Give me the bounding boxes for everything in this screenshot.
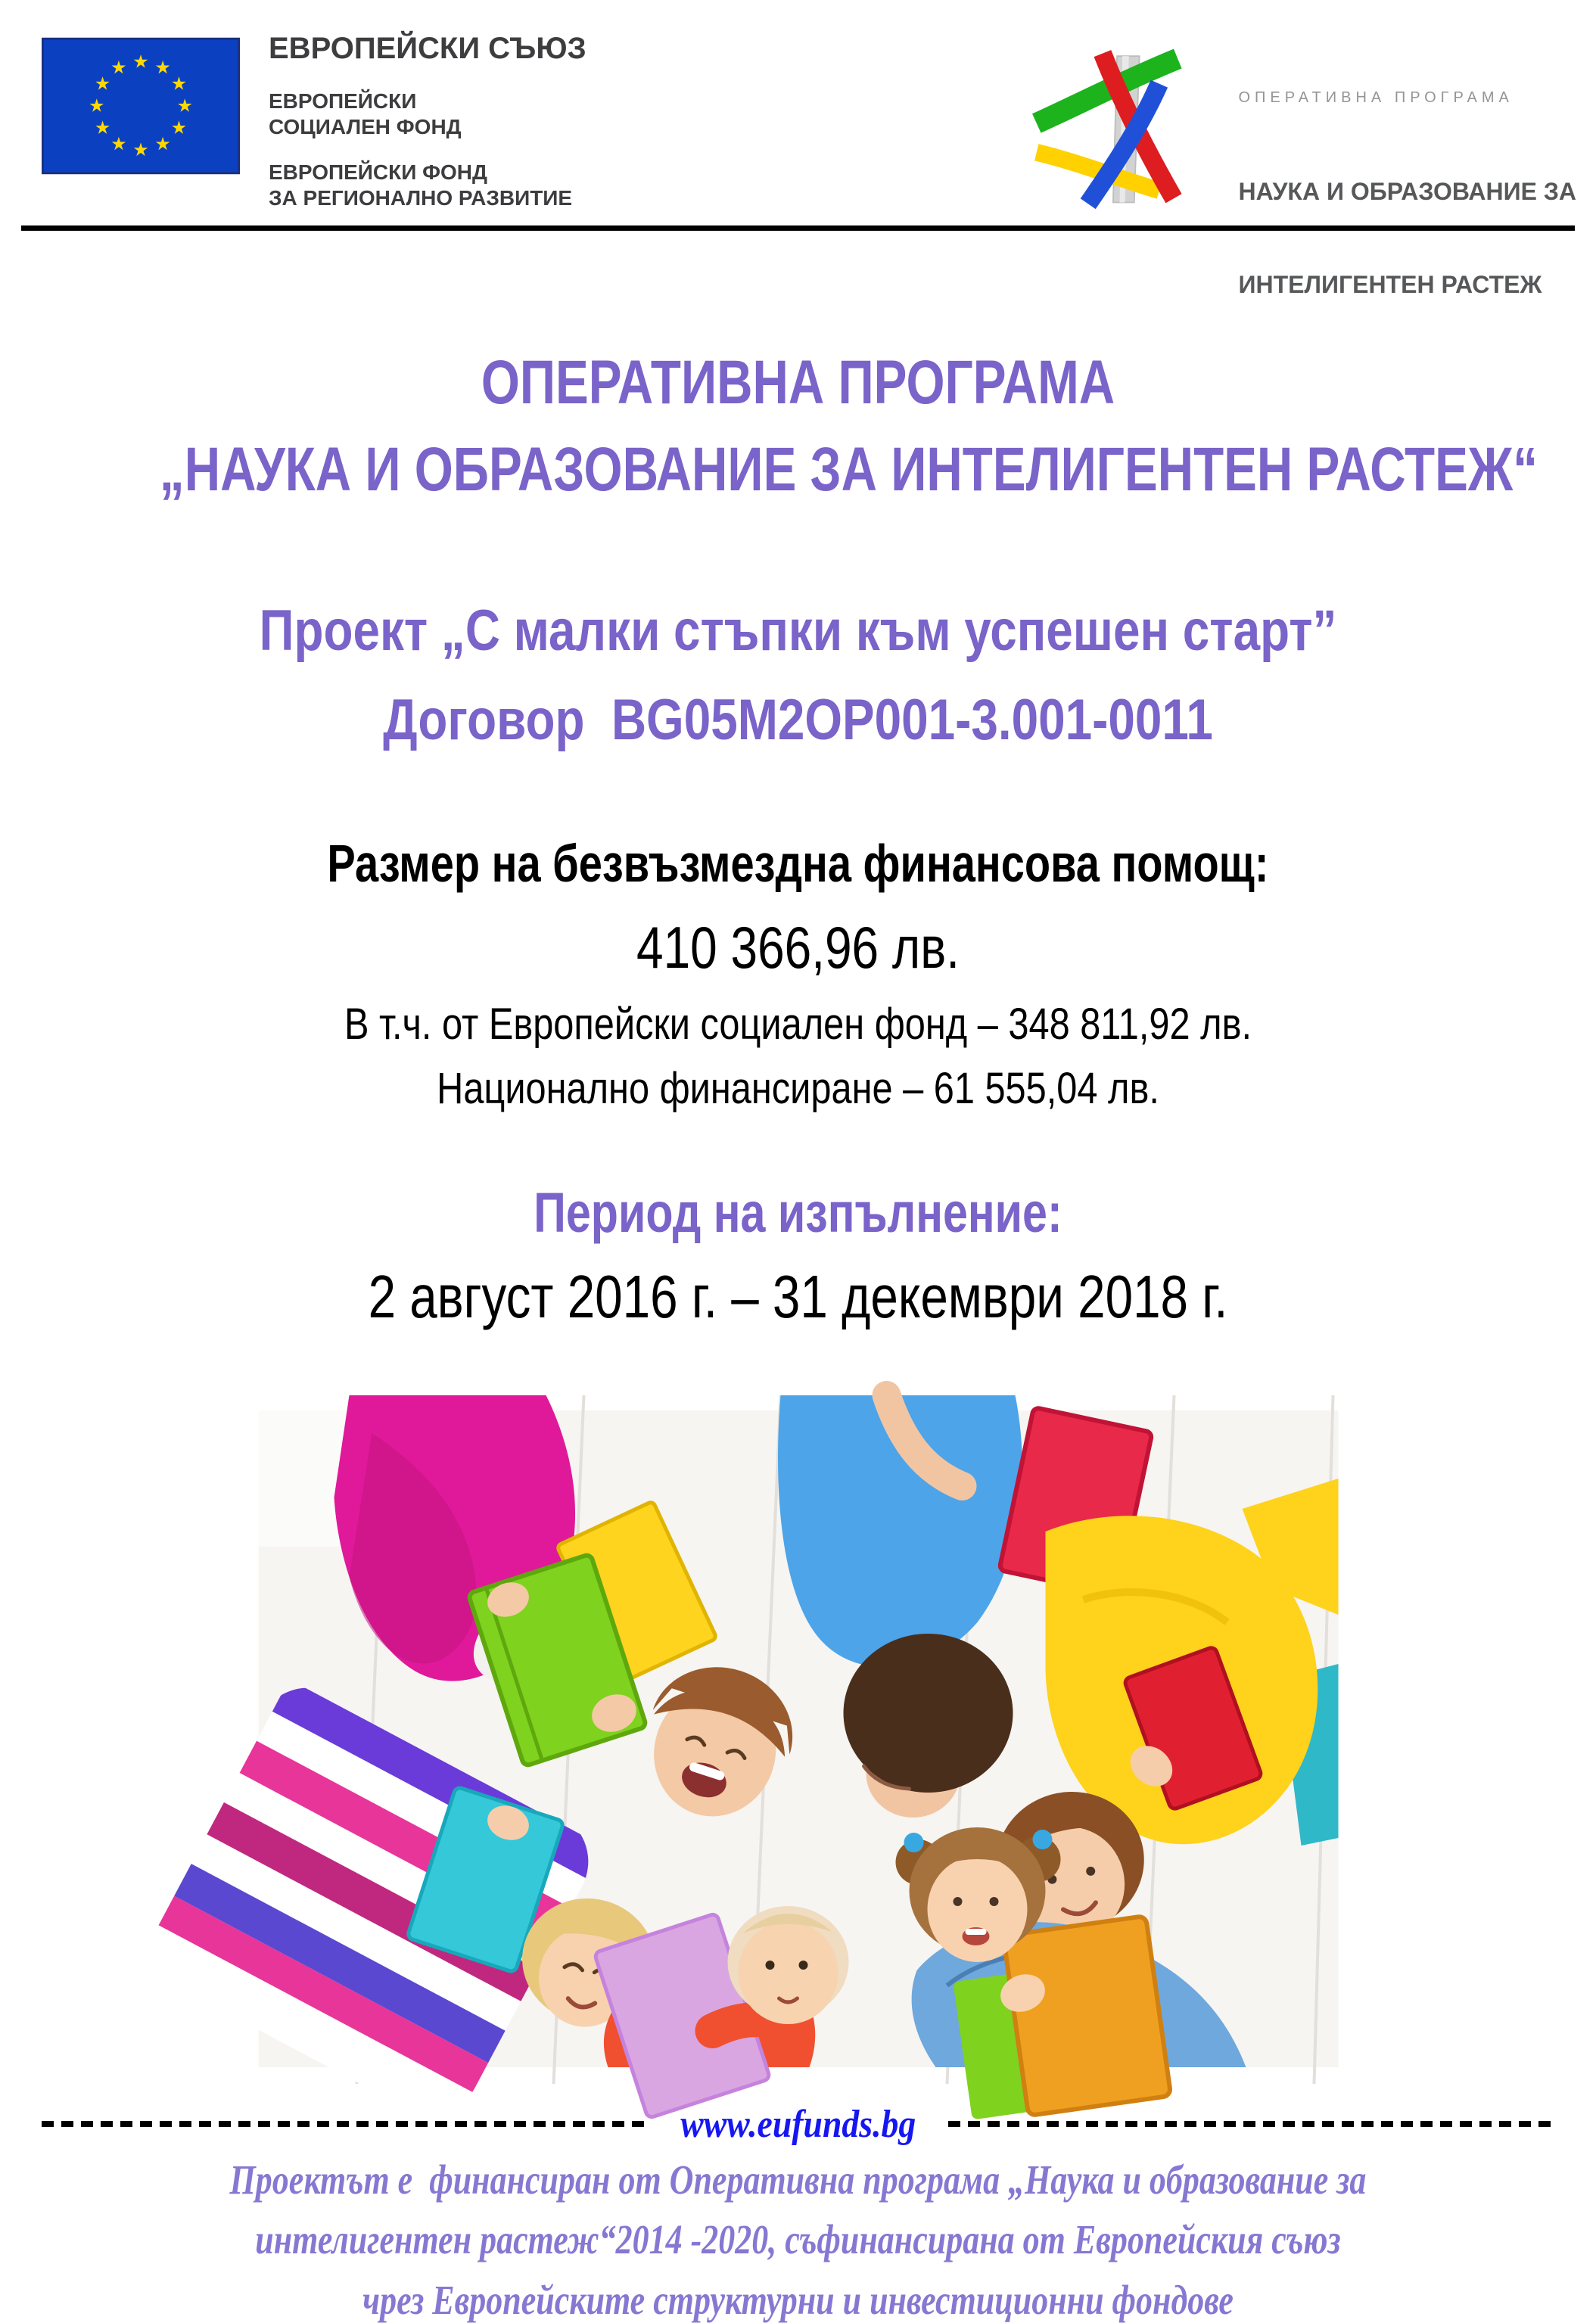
separator-row <box>42 2102 1554 2147</box>
eu-text-block <box>269 26 586 212</box>
program-logo-text <box>1239 26 1577 362</box>
erdf-line1: ЕВРОПЕЙСКИ ФОНД <box>269 160 487 185</box>
program-ribbons-icon <box>1038 26 1228 214</box>
dashed-line-left <box>42 2121 648 2127</box>
program-title <box>0 350 1596 503</box>
grant-national-line: Национално финансиране – 61 555,04 лв. <box>437 1064 1159 1114</box>
period-heading: Период на изпълнение: <box>534 1181 1062 1245</box>
grant-amount: 410 366,96 лв. <box>636 914 960 981</box>
program-name-line2: ИНТЕЛИГЕНТЕН РАСТЕЖ <box>1238 270 1542 298</box>
project-contract-line: Договор BG05M2OP001-3.001-0011 <box>383 687 1213 752</box>
funding-statement-line2: интелигентен растеж“2014 -2020, съфинансирана от Европейския съюз <box>255 2216 1341 2263</box>
eu-union-label: ЕВРОПЕЙСКИ СЪЮЗ <box>269 32 586 65</box>
esf-line2: СОЦИАЛЕН ФОНД <box>269 115 462 139</box>
project-title <box>0 600 1596 751</box>
esf-label <box>269 89 586 140</box>
program-title-line2: „НАУКА И ОБРАЗОВАНИЕ ЗА ИНТЕЛИГЕНТЕН РАСТЕЖ“ <box>159 434 1538 504</box>
period-dates: 2 август 2016 г. – 31 декември 2018 г. <box>368 1262 1228 1330</box>
funding-statement-line1: Проектът е финансиран от Оперативна програма „Наука и образование за <box>229 2156 1367 2203</box>
program-name-line1: НАУКА И ОБРАЗОВАНИЕ ЗА <box>1238 177 1576 205</box>
header <box>0 0 1596 298</box>
dashed-line-right <box>948 2121 1554 2127</box>
program-name <box>1239 114 1577 362</box>
grant-heading: Размер на безвъзмездна финансова помощ: <box>327 833 1269 893</box>
program-kicker: ОПЕРАТИВНА ПРОГРАМА <box>1238 89 1514 106</box>
program-title-line1: ОПЕРАТИВНА ПРОГРАМА <box>481 348 1115 417</box>
period-section <box>0 1183 1596 1329</box>
eu-logo-block <box>42 26 586 212</box>
erdf-label <box>269 160 586 211</box>
funding-statement <box>0 2157 1596 2322</box>
eufunds-link[interactable]: www.eufunds.bg <box>680 2102 916 2146</box>
program-logo-block <box>1038 26 1577 362</box>
funding-statement-line3: чрез Европейските структурни и инвестиционни фондове <box>362 2276 1234 2323</box>
grant-esf-line: В т.ч. от Европейски социален фонд – 348 811,92 лв. <box>344 1000 1252 1050</box>
eu-flag-icon <box>42 26 240 190</box>
children-photo <box>258 1410 1339 2067</box>
project-name-line: Проект „С малки стъпки към успешен старт” <box>259 598 1337 663</box>
erdf-line2: ЗА РЕГИОНАЛНО РАЗВИТИЕ <box>269 186 573 210</box>
esf-line1: ЕВРОПЕЙСКИ <box>269 89 417 113</box>
grant-section <box>0 833 1596 1114</box>
